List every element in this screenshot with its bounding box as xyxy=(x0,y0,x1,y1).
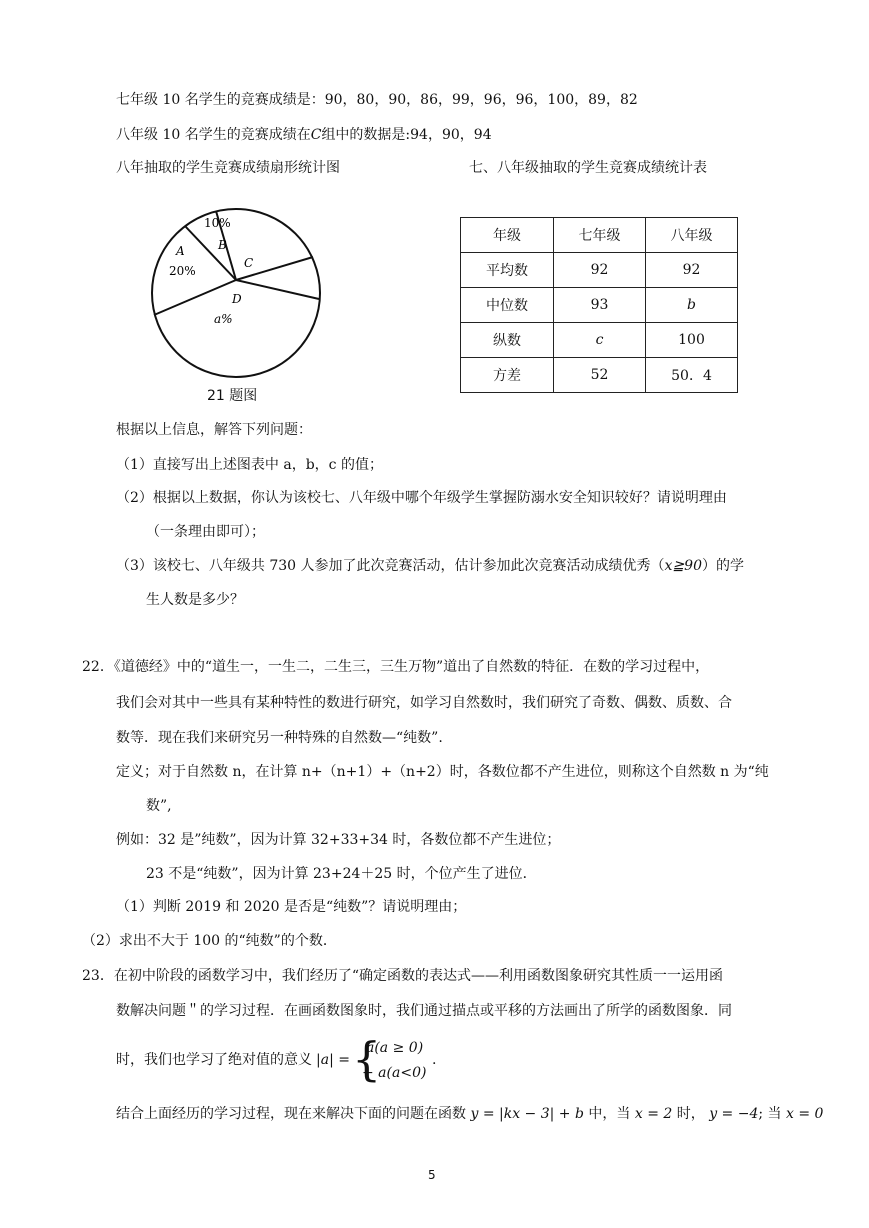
table-cell: 平均数 xyxy=(461,253,554,288)
q21-part3-post: ）的学 xyxy=(701,558,744,574)
q21-part3-math: x≧90 xyxy=(664,558,702,574)
q22-part1: （1）判断 2019 和 2020 是否是“纯数”？请说明理由； xyxy=(116,899,467,915)
pie-title: 八年抽取的学生竞赛成绩扇形统计图 xyxy=(116,160,340,176)
pie-chart xyxy=(148,205,324,381)
q21-part3-line1 xyxy=(116,556,744,576)
grade8-scores-line xyxy=(116,125,492,145)
table-row xyxy=(461,288,738,323)
table-cell: 方差 xyxy=(461,358,554,393)
q23-cond-x0: x = 0 xyxy=(786,1106,824,1122)
q21-part2-line1: （2）根据以上数据，你认为该校七、八年级中哪个年级学生掌握防溺水安全知识较好？请说明理由 xyxy=(116,490,727,506)
table-cell: b xyxy=(646,288,738,323)
pie-label-a-pct: 20% xyxy=(169,264,196,278)
q21-lead: 根据以上信息，解答下列问题： xyxy=(116,422,312,438)
q22-example2: 23 不是“纯数”，因为计算 23+24＋25 时，个位产生了进位． xyxy=(146,866,537,882)
page-number: 5 xyxy=(428,1168,436,1182)
table-title: 七、八年级抽取的学生竞赛成绩统计表 xyxy=(469,160,707,176)
pie-label-d: D xyxy=(232,292,242,306)
q23-cond-y: y = −4 xyxy=(709,1106,759,1122)
q22-definition-line1: 定义；对于自然数 n，在计算 n+（n+1）+（n+2）时，各数位都不产生进位，则称这个自然数 n 为“纯 xyxy=(116,764,769,780)
table-cell: 52 xyxy=(554,358,646,393)
table-row xyxy=(461,323,738,358)
pie-divider-bottom xyxy=(236,280,319,299)
table-cell: 92 xyxy=(646,253,738,288)
q21-part1: （1）直接写出上述图表中 a，b，c 的值； xyxy=(116,457,383,473)
q21-part3-line2: 生人数是多少？ xyxy=(146,592,244,608)
abs-definition-lhs: |a| = xyxy=(316,1052,350,1068)
table-row xyxy=(461,358,738,393)
q23-line4-mid2: 时， xyxy=(676,1106,705,1122)
q23-line1: 23．在初中阶段的函数学习中，我们经历了“确定函数的表达式——利用函数图象研究其性质一一运用函 xyxy=(82,968,723,984)
grade8-post: 组中的数据是:94，90，94 xyxy=(321,127,492,143)
q23-line4-mid: 中，当 xyxy=(588,1106,631,1122)
q22-line3: 数等．现在我们来研究另一种特殊的自然数—“纯数”. xyxy=(116,730,443,746)
table-cell: 92 xyxy=(554,253,646,288)
table-cell: 纵数 xyxy=(461,323,554,358)
stats-table xyxy=(460,217,738,393)
pie-label-b: B xyxy=(218,238,227,252)
pie-label-b-pct: 10% xyxy=(204,216,231,230)
grade7-scores-line: 七年级 10 名学生的竞赛成绩是：90，80，90，86，99，96，96，100，89，82 xyxy=(116,92,638,108)
table-cell: c xyxy=(554,323,646,358)
table-cell: 50．4 xyxy=(646,358,738,393)
q23-line3-end: . xyxy=(432,1052,437,1068)
pie-caption: 21 题图 xyxy=(207,388,258,404)
pie-divider-d xyxy=(154,280,236,315)
q23-line4 xyxy=(116,1104,823,1124)
q22-line2: 我们会对其中一些具有某种特性的数进行研究，如学习自然数时，我们研究了奇数、偶数、质数、合 xyxy=(116,695,732,711)
table-header-cell: 年级 xyxy=(461,218,554,253)
abs-case-2: − a(a<0) xyxy=(362,1065,427,1081)
grade8-pre: 八年级 10 名学生的竞赛成绩在 xyxy=(116,127,311,143)
q23-line4-mid3: ; 当 xyxy=(758,1106,782,1122)
abs-case-1: a(a ≥ 0) xyxy=(366,1040,424,1056)
table-cell: 93 xyxy=(554,288,646,323)
table-header-cell: 七年级 xyxy=(554,218,646,253)
table-row xyxy=(461,253,738,288)
q23-function: y = |kx − 3| + b xyxy=(470,1106,584,1122)
pie-label-d-pct: a% xyxy=(214,312,233,326)
pie-label-a: A xyxy=(176,244,185,258)
table-cell: 100 xyxy=(646,323,738,358)
q21-part2-line2: （一条理由即可）； xyxy=(146,524,265,540)
q22-part2: （2）求出不大于 100 的“纯数”的个数． xyxy=(82,933,337,949)
table-cell: 中位数 xyxy=(461,288,554,323)
brace-symbol: { xyxy=(352,1032,382,1086)
q22-line1: 22．《道德经》中的“道生一，一生二，二生三，三生万物”道出了自然数的特征．在数的学习过程中， xyxy=(82,659,710,675)
q21-part3-pre: （3）该校七、八年级共 730 人参加了此次竞赛活动，估计参加此次竞赛活动成绩优秀（ xyxy=(116,558,665,574)
q23-line3-text: 时，我们也学习了绝对值的意义 xyxy=(116,1052,312,1068)
q22-definition-line2: 数”, xyxy=(146,798,172,814)
table-header-cell: 八年级 xyxy=(646,218,738,253)
grade8-group: C xyxy=(310,127,322,143)
pie-label-c: C xyxy=(244,256,254,270)
q23-line4-text: 结合上面经历的学习过程，现在来解决下面的问题在函数 xyxy=(116,1106,466,1122)
table-header-row xyxy=(461,218,738,253)
q23-line2: 数解决问题＂的学习过程．在画函数图象时，我们通过描点或平移的方法画出了所学的函数图象．同 xyxy=(116,1003,732,1019)
q23-cond-x2: x = 2 xyxy=(634,1106,673,1122)
q22-example1: 例如：32 是”纯数”，因为计算 32+33+34 时，各数位都不产生进位； xyxy=(116,832,561,848)
